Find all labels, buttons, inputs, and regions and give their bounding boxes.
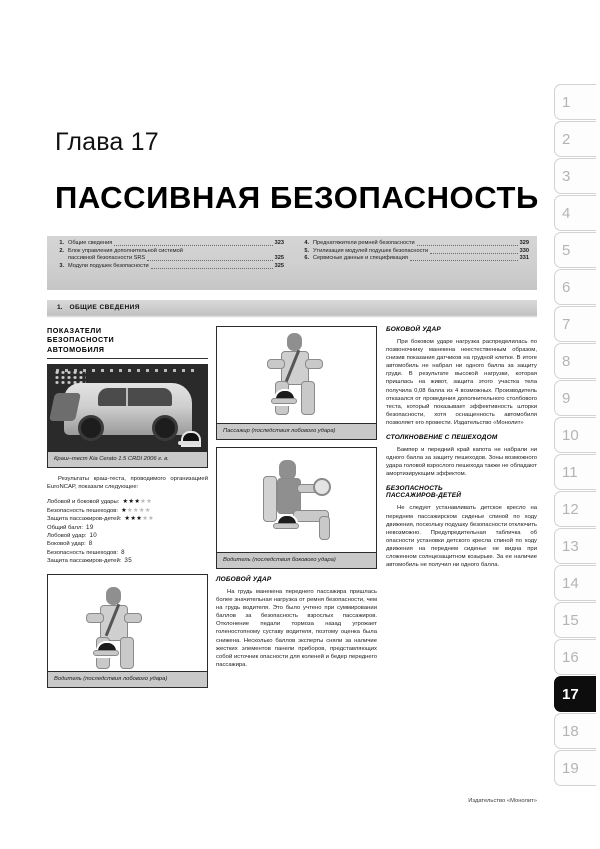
crash-test-photo	[48, 365, 207, 451]
toc-item-number: 3.	[59, 262, 64, 269]
toc-item-page: 323	[274, 240, 284, 246]
column-left	[47, 326, 208, 695]
toc-leader	[147, 260, 273, 261]
chapter-tab-strip	[554, 84, 596, 787]
rating-label: Защита пассажиров-детей:	[47, 558, 122, 565]
chapter-tab-18[interactable]: 18	[554, 713, 596, 749]
chapter-label: Глава 17	[55, 128, 159, 156]
chapter-tab-1[interactable]: 1	[554, 84, 596, 120]
toc-leader	[410, 260, 518, 261]
rating-row	[47, 532, 208, 540]
toc-item-label: Блок управления дополнительной системой	[68, 247, 183, 254]
car-window-shape	[98, 388, 172, 406]
toc-item-label: Преднатяжители ремней безопасности	[313, 240, 415, 246]
chapter-tab-2[interactable]: 2	[554, 121, 596, 157]
footer-publisher: Издательство «Монолит»	[468, 798, 537, 804]
passenger-frontal-illustration	[217, 327, 376, 423]
figure-caption: Пассажир (последствия лобового удара)	[217, 423, 376, 439]
heading-line-3: АВТОМОБИЛЯ	[47, 344, 105, 354]
toc-leader	[417, 245, 518, 246]
toc-item-number: 5.	[304, 247, 309, 254]
driver-frontal-illustration	[48, 575, 207, 671]
section-title: ОБЩИЕ СВЕДЕНИЯ	[69, 304, 140, 311]
toc-item-label: Утилизация модулей подушек безопасности	[313, 247, 429, 254]
right-heading-side-impact: БОКОВОЙ УДАР	[386, 326, 441, 333]
toc-column-left	[47, 236, 292, 290]
right-paragraph-child-safety: Не следует устанавливать детское кресло на переднем пассажирском сиденье спиной по ходу движения, поскольку подушку безопасности отключить невозможно. Предупредительная табличка об опасности установки детского кресла спиной по ходу движения на переднем сиденье не видна при сложенном солнцезащитном козырьке. За ее наличие автомобиль не получил ни одного балла.	[386, 505, 537, 569]
toc-item-label-cont: пассивной безопасности SRS	[68, 255, 146, 262]
toc-leader	[114, 245, 272, 246]
toc-column-right	[292, 236, 537, 290]
section-number: 1.	[57, 304, 63, 311]
car-body-shape	[64, 383, 192, 435]
toc-item-label: Сервисные данные и спецификация	[313, 255, 408, 262]
rating-value: 35	[124, 557, 133, 565]
car-wheel-rear	[152, 415, 178, 441]
mid-column-heading: ЛОБОВОЙ УДАР	[216, 576, 272, 583]
chapter-tab-19[interactable]: 19	[554, 750, 596, 786]
dummy-head-shape	[287, 333, 302, 351]
rating-label: Общий балл:	[47, 524, 84, 531]
toc-item-page: 330	[519, 247, 529, 254]
chapter-tab-10[interactable]: 10	[554, 417, 596, 453]
left-intro-paragraph: Результаты краш-теста, проводимого организацией EuroNCAP, показали следующее:	[47, 476, 208, 491]
dummy-arm-right	[305, 359, 323, 369]
rating-label: Боковой удар:	[47, 541, 86, 548]
crash-test-photo-figure	[47, 364, 208, 468]
airbag-logo-icon	[93, 641, 117, 656]
heading-line-2: БЕЗОПАСНОСТИ	[47, 335, 115, 345]
star-rating-icon: ★★★★★	[122, 498, 153, 506]
driver-side-illustration	[217, 448, 376, 552]
photo-calibration-dots	[54, 370, 86, 384]
car-wheel-front	[78, 415, 104, 441]
toc-item[interactable]	[53, 263, 284, 271]
chapter-tab-5[interactable]: 5	[554, 232, 596, 268]
rating-value: 8	[121, 548, 125, 556]
page-title: ПАССИВНАЯ БЕЗОПАСНОСТЬ	[55, 180, 539, 215]
toc-item[interactable]	[298, 255, 529, 263]
toc-item-page: 325	[274, 262, 284, 269]
toc-item-page: 331	[519, 255, 529, 262]
right-paragraph-pedestrian: Бампер и передний край капота не набрали ни одного балла за защиту пешеходов. Зоны возможного удара головой взрослого пешехода также не обладают амортизирующим эффектом.	[386, 447, 537, 478]
toc-item[interactable]	[298, 240, 529, 248]
rating-value: 19	[86, 523, 94, 531]
child-safety-heading-line-2: ПАССАЖИРОВ-ДЕТЕЙ	[386, 492, 462, 500]
steering-wheel-icon	[313, 478, 331, 496]
figure-caption: Водитель (последствия бокового удара)	[217, 552, 376, 568]
dummy-arm-left	[86, 613, 104, 623]
heading-rule	[47, 358, 208, 359]
column-right	[386, 326, 537, 576]
figure-caption: Водитель (последствия лобового удара)	[48, 671, 207, 687]
dummy-shin-shape	[319, 516, 330, 540]
rating-value: 8	[88, 540, 93, 548]
dummy-head-shape	[106, 587, 121, 605]
rating-label: Безопасность пешеходов:	[47, 549, 119, 556]
rating-row	[47, 498, 208, 506]
dummy-arm-left	[267, 359, 285, 369]
rating-value: 10	[89, 532, 98, 540]
dummy-torso-shape	[277, 478, 301, 514]
passenger-frontal-figure	[216, 326, 377, 440]
euroncap-logo-icon	[178, 431, 200, 445]
chapter-tab-17[interactable]: 17	[554, 676, 596, 712]
toc-item-number: 4.	[304, 240, 309, 246]
photo-caption: Краш–тест Kia Cerato 1.5 CRDI 2006 г. в.	[48, 451, 207, 467]
driver-side-figure	[216, 447, 377, 569]
airbag-logo-icon	[273, 514, 297, 529]
table-of-contents	[47, 236, 537, 290]
toc-item-number: 1.	[59, 240, 64, 246]
toc-item-page: 325	[274, 255, 284, 262]
section-divider	[47, 315, 537, 318]
right-heading-child-safety	[386, 485, 537, 499]
dummy-leg-right	[301, 381, 315, 415]
dummy-arm-right	[124, 613, 142, 623]
toc-item[interactable]	[53, 240, 284, 248]
chapter-tab-11[interactable]: 11	[554, 454, 596, 490]
ratings-block	[47, 498, 208, 565]
airbag-logo-icon	[271, 389, 295, 404]
driver-frontal-figure	[47, 574, 208, 688]
toc-item-continuation[interactable]	[53, 255, 284, 263]
toc-item-label: Общие сведения	[68, 240, 113, 246]
toc-item-page: 329	[519, 240, 529, 246]
chapter-tab-4[interactable]: 4	[554, 195, 596, 231]
chapter-tab-16[interactable]: 16	[554, 639, 596, 675]
chapter-tab-8[interactable]: 8	[554, 343, 596, 379]
left-column-heading	[47, 326, 208, 354]
chapter-tab-15[interactable]: 15	[554, 602, 596, 638]
rating-row	[47, 549, 208, 557]
rating-row	[47, 507, 208, 515]
star-rating-icon: ★★★★★	[124, 515, 155, 523]
heading-line-1: ПОКАЗАТЕЛИ	[47, 326, 102, 335]
rating-row	[47, 557, 208, 565]
child-safety-heading-line-1: БЕЗОПАСНОСТЬ	[386, 485, 443, 493]
chapter-tab-12[interactable]: 12	[554, 491, 596, 527]
rating-label: Защита пассажиров-детей:	[47, 516, 122, 523]
toc-item-label: Модули подушек безопасности	[68, 262, 149, 269]
right-paragraph-side-impact: При боковом ударе нагрузка распределилась по позвоночнику манекена неестественным образом, снизив показания датчиков на грудной клетке. В итоге автомобиль не набрал ни одного балла за защиту груди. В результате высокой нагрузки, которая пришлась на живот, защита этого участка тела получила 0,08 балла из 4 возможных. Производитель отказался от проведения дополнительного столбового теста, который показывает эффективность шторки безопасности, хотя оснащенность автомобиля позволяет его провести. Издательство «Монолит»	[386, 339, 537, 426]
rating-row	[47, 540, 208, 548]
rating-row	[47, 515, 208, 523]
toc-item[interactable]	[298, 248, 529, 256]
rating-row	[47, 524, 208, 532]
chapter-tab-3[interactable]: 3	[554, 158, 596, 194]
chapter-tab-13[interactable]: 13	[554, 528, 596, 564]
star-rating-icon: ★★★★★	[121, 506, 151, 514]
toc-leader	[151, 268, 273, 269]
toc-leader	[430, 253, 518, 254]
mid-column-paragraph: На грудь манекена переднего пассажира пришлась более значительная нагрузка от ремня безопасности, чем на грудь водителя. Это было учтено при суммировании баллов за безопасность взрослых пассажиров. Отклонение педали тормоза назад угрожает голеностопному суставу водителя, поэтому оценка была снижена. Несколько баллов эксперты сняли за наличие жестких элементов панели приборов, представляющих собой источник опасности для коленей и бедер переднего пассажира.	[216, 589, 377, 668]
chapter-tab-7[interactable]: 7	[554, 306, 596, 342]
column-middle	[216, 326, 377, 676]
chapter-tab-9[interactable]: 9	[554, 380, 596, 416]
right-heading-pedestrian: СТОЛКНОВЕНИЕ С ПЕШЕХОДОМ	[386, 434, 498, 442]
toc-item-number: 2.	[59, 247, 64, 254]
chapter-tab-6[interactable]: 6	[554, 269, 596, 305]
dummy-head-shape	[279, 460, 296, 480]
chapter-tab-14[interactable]: 14	[554, 565, 596, 601]
rating-label: Лобовой и боковой удары:	[47, 499, 120, 506]
rating-label: Лобовой удар:	[47, 533, 87, 540]
section-header	[47, 300, 537, 315]
rating-label: Безопасность пешеходов:	[47, 507, 119, 514]
dummy-leg-right	[120, 637, 134, 669]
toc-item-number: 6.	[304, 255, 309, 262]
